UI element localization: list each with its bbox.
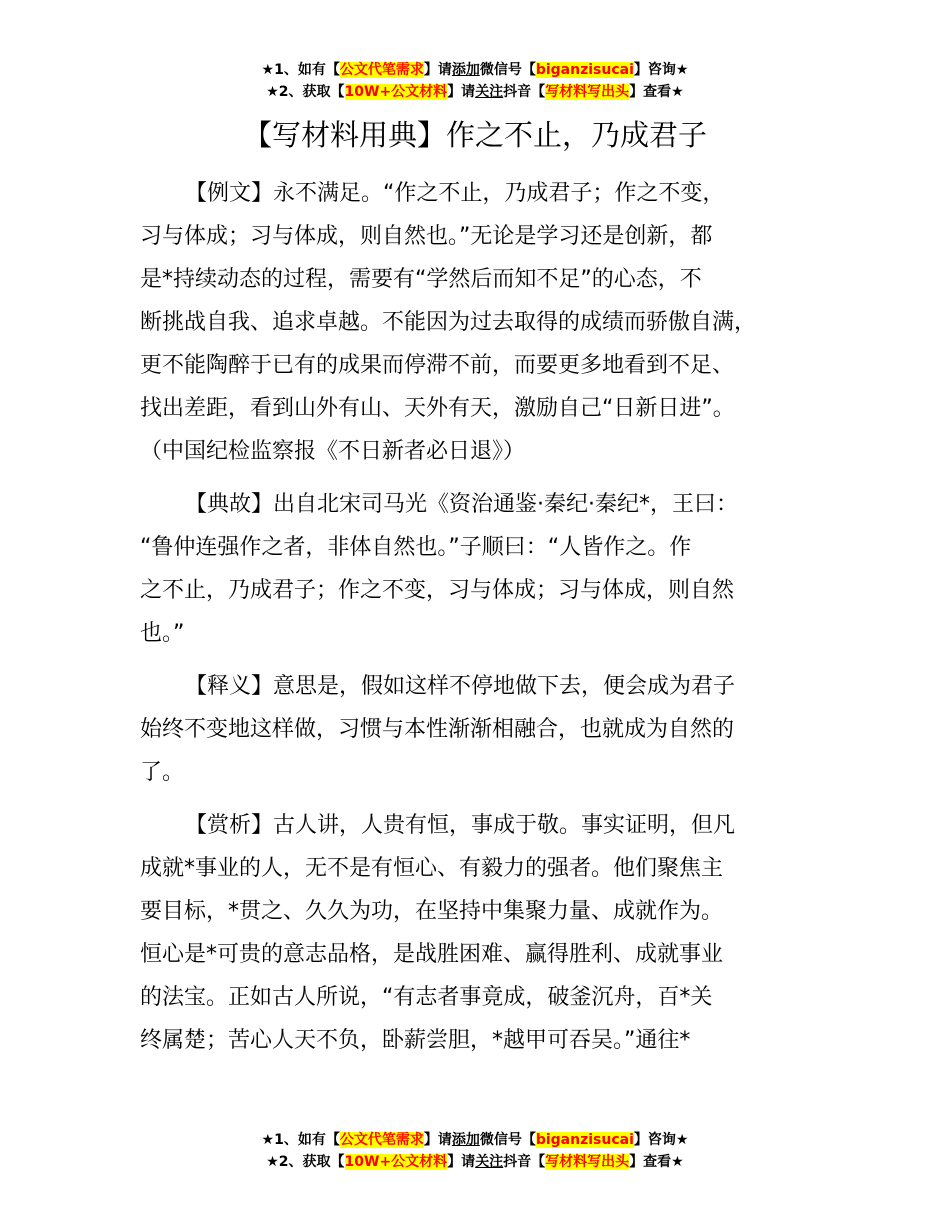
text-line: 了。 <box>140 760 185 785</box>
banner-wechat-id: biganzisucai <box>535 1132 634 1148</box>
footer-banner-line-1 <box>0 1129 950 1151</box>
banner-text: ★2、获取【 <box>266 1154 345 1170</box>
text-line: 习与体成；习与体成，则自然也。”无论是学习还是创新，都 <box>140 224 713 249</box>
text-line: 也。” <box>140 621 185 646</box>
footer-banner-line-2 <box>0 1151 950 1173</box>
text-line: 【赏析】古人讲，人贵有恒，事成于敬。事实证明，但凡 <box>185 813 736 838</box>
text-line: 始终不变地这样做，习惯与本性渐渐相融合，也就成为自然的 <box>140 717 735 742</box>
text-line: 断挑战自我、追求卓越。不能因为过去取得的成绩而骄傲自满， <box>140 310 757 335</box>
page-title: 【写材料用典】作之不止，乃成君子 <box>242 118 707 152</box>
banner-text: 微信号【 <box>479 1132 536 1148</box>
banner-underlined: 添加 <box>451 1132 480 1148</box>
banner-wechat-id: biganzisucai <box>535 62 634 78</box>
header-banner-line-1 <box>0 59 950 81</box>
banner-underlined: 关注 <box>475 1154 504 1170</box>
paragraph-example <box>140 172 840 473</box>
footer-banner <box>0 1129 950 1173</box>
banner-douyin-id: 写材料写出头 <box>545 84 630 100</box>
banner-highlight: 10W+公文材料 <box>344 1154 448 1170</box>
paragraph-appreciation <box>140 804 840 1062</box>
banner-text: 】请 <box>423 62 452 78</box>
banner-text: 】咨询★ <box>633 1132 689 1148</box>
document-body <box>140 172 840 1072</box>
text-line: 要目标，*贯之、久久为功，在坚持中集聚力量、成就作为。 <box>140 899 724 924</box>
text-line: 【典故】出自北宋司马光《资治通鉴·秦纪·秦纪*，王曰： <box>185 492 738 517</box>
banner-highlight: 公文代笔需求 <box>339 62 424 78</box>
text-line: 恒心是*可贵的意志品格，是战胜困难、赢得胜利、成就事业 <box>140 942 724 967</box>
text-line: 【例文】永不满足。“作之不止，乃成君子；作之不变， <box>185 181 725 206</box>
banner-text: 】请 <box>447 1154 476 1170</box>
banner-text: ★2、获取【 <box>266 84 345 100</box>
banner-text: 微信号【 <box>479 62 536 78</box>
banner-text: ★1、如有【 <box>261 1132 340 1148</box>
banner-underlined: 添加 <box>451 62 480 78</box>
text-line: 找出差距，看到山外有山、天外有天，激励自己“日新日进”。 <box>140 396 735 421</box>
text-line: （中国纪检监察报《不日新者必日退》） <box>140 439 526 464</box>
banner-highlight: 公文代笔需求 <box>339 1132 424 1148</box>
banner-text: 】请 <box>447 84 476 100</box>
banner-text: ★1、如有【 <box>261 62 340 78</box>
text-line: 之不止，乃成君子；作之不变，习与体成；习与体成，则自然 <box>140 578 735 603</box>
banner-text: 】咨询★ <box>633 62 689 78</box>
text-line: 的法宝。正如古人所说，“有志者事竟成，破釜沉舟，百*关 <box>140 985 713 1010</box>
text-line: 成就*事业的人，无不是有恒心、有毅力的强者。他们聚焦主 <box>140 856 724 881</box>
paragraph-meaning <box>140 665 840 794</box>
text-line: 更不能陶醉于已有的成果而停滞不前，而要更多地看到不足、 <box>140 353 735 378</box>
header-banner-line-2 <box>0 81 950 103</box>
banner-text: 】查看★ <box>629 84 684 100</box>
banner-text: 】请 <box>423 1132 452 1148</box>
banner-text: 抖音【 <box>503 84 546 100</box>
banner-douyin-id: 写材料写出头 <box>545 1154 630 1170</box>
text-line: 【释义】意思是，假如这样不停地做下去，便会成为君子 <box>185 674 736 699</box>
banner-text: 】查看★ <box>629 1154 684 1170</box>
text-line: “鲁仲连强作之者，非体自然也。”子顺曰：“人皆作之。作 <box>140 535 692 560</box>
banner-text: 抖音【 <box>503 1154 546 1170</box>
banner-highlight: 10W+公文材料 <box>344 84 448 100</box>
text-line: 是*持续动态的过程，需要有“学然后而知不足”的心态，不 <box>140 267 702 292</box>
header-banner <box>0 59 950 103</box>
paragraph-allusion <box>140 483 840 655</box>
text-line: 终属楚；苦心人天不负，卧薪尝胆，*越甲可吞吴。”通往* <box>140 1028 691 1053</box>
banner-underlined: 关注 <box>475 84 504 100</box>
